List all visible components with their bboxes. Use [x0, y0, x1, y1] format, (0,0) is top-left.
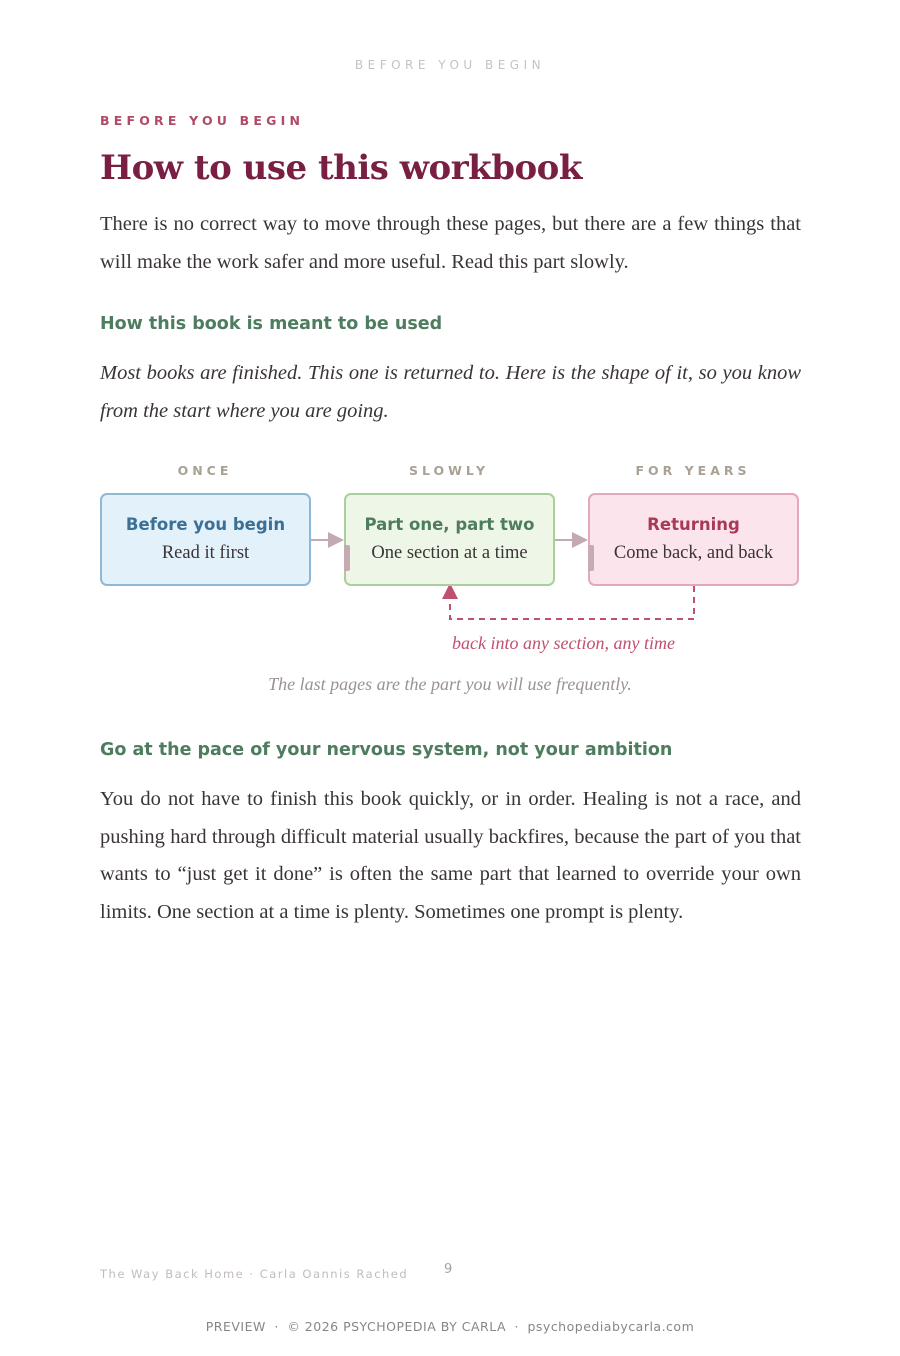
stage-box-before — [100, 493, 311, 586]
stage-title: Part one, part two — [364, 515, 535, 534]
copyright-text: © 2026 PSYCHOPEDIA BY CARLA — [287, 1319, 507, 1334]
stage-subtitle: Come back, and back — [613, 543, 774, 563]
heading-pace: Go at the pace of your nervous system, not your ambition — [100, 740, 673, 760]
workbook-flow-diagram — [100, 455, 800, 665]
stage-label-slowly: SLOWLY — [408, 463, 489, 478]
stage-label-years: FOR YEARS — [635, 463, 751, 478]
separator: · — [514, 1319, 519, 1334]
book-footer: The Way Back Home · Carla Oannis Rached — [100, 1267, 409, 1281]
pace-paragraph: You do not have to finish this book quickly, or in order. Healing is not a race, and pushing hard through difficult material usually backfires, because the part of you that wants to “just get it done” is often the same part that learned to override your own limits. One section at a time is plenty. Sometimes one prompt is plenty. — [100, 788, 801, 923]
stage-label-once: ONCE — [177, 463, 233, 478]
stage-title: Before you begin — [125, 515, 286, 534]
preview-bar — [0, 1319, 900, 1334]
loop-label: back into any section, any time — [452, 633, 675, 653]
stage-box-parts — [344, 493, 555, 586]
section-eyebrow: BEFORE YOU BEGIN — [100, 113, 305, 128]
stage-title: Returning — [647, 515, 740, 534]
intro-paragraph: There is no correct way to move through these pages, but there are a few things that will make the work safer and more useful. Read this part slowly. — [100, 213, 801, 273]
stage-subtitle: One section at a time — [371, 543, 528, 563]
stage-subtitle: Read it first — [161, 543, 250, 563]
stage-box-returning — [588, 493, 799, 586]
page-title: How to use this workbook — [100, 148, 582, 188]
site-link[interactable]: psychopediabycarla.com — [527, 1319, 695, 1334]
separator: · — [274, 1319, 279, 1334]
page-number: 9 — [444, 1262, 453, 1277]
preview-label: PREVIEW — [205, 1319, 266, 1334]
running-head: BEFORE YOU BEGIN — [354, 58, 546, 72]
heading-how-used: How this book is meant to be used — [100, 314, 443, 334]
lead-paragraph: Most books are finished. This one is returned to. Here is the shape of it, so you know from the start where you are going. — [100, 362, 801, 422]
diagram-caption: The last pages are the part you will use frequently. — [268, 674, 632, 694]
return-loop-arrow — [450, 586, 694, 619]
